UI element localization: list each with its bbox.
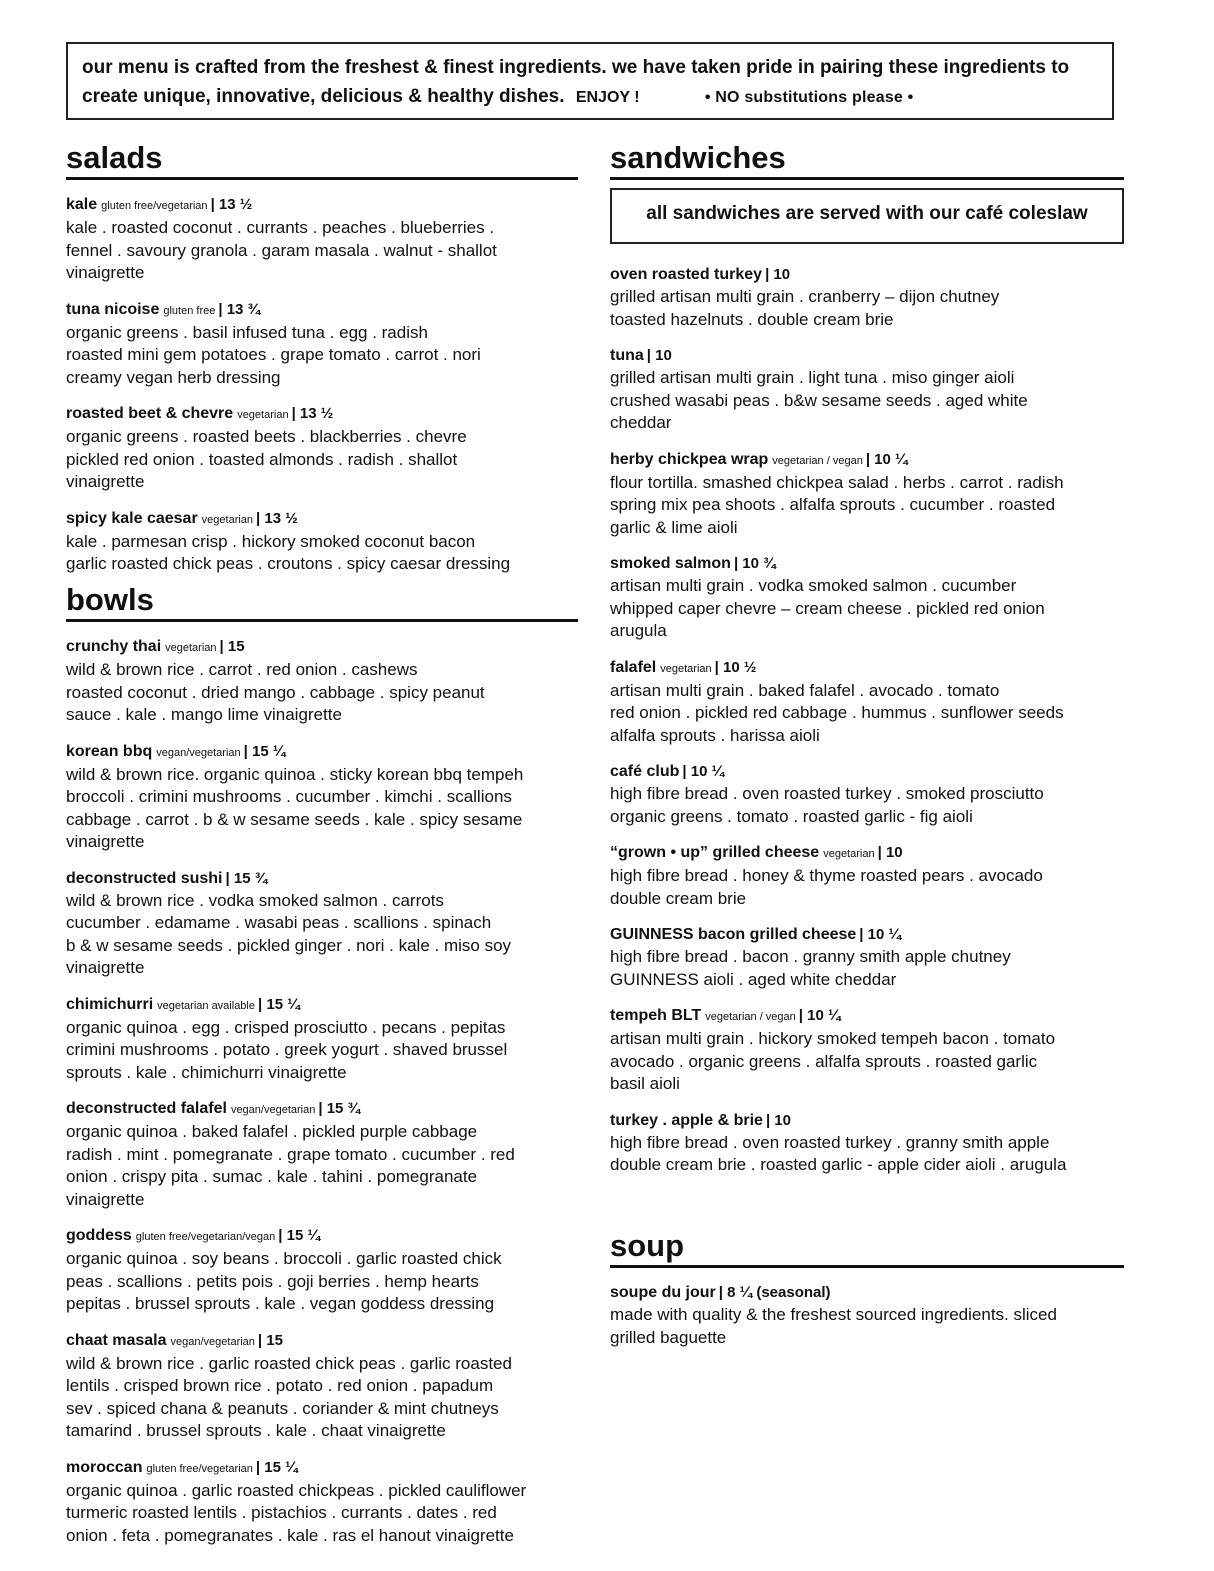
menu-item-name: crunchy thai — [66, 638, 162, 655]
menu-item — [66, 868, 578, 980]
soup-section — [610, 1228, 1124, 1363]
menu-item-header — [610, 761, 1124, 783]
description-line: GUINNESS aioli . aged white cheddar — [610, 969, 897, 989]
menu-item — [66, 194, 578, 285]
menu-item-name: deconstructed sushi — [66, 869, 223, 887]
menu-item-header — [610, 1282, 1124, 1304]
description-line: onion . feta . pomegranates . kale . ras el hanout vinaigrette — [66, 1525, 514, 1545]
description-line: pepitas . brussel sprouts . kale . vegan goddess dressing — [66, 1294, 495, 1313]
description-line: cabbage . carrot . b & w sesame seeds . kale . spicy sesame — [66, 809, 523, 829]
menu-item-description — [610, 946, 1124, 991]
menu-item-price: | 10 ¼ — [798, 1007, 841, 1024]
menu-item-header — [610, 657, 1124, 680]
menu-item-name: café club — [610, 763, 680, 780]
menu-item — [610, 345, 1124, 435]
menu-item — [66, 1098, 578, 1211]
menu-item-header — [610, 553, 1124, 575]
menu-item-header — [66, 299, 578, 322]
menu-item-description — [66, 217, 578, 285]
menu-item-price: | 15 — [219, 638, 245, 655]
description-line: tamarind . brussel sprouts . kale . chaat vinaigrette — [66, 1421, 446, 1440]
description-line: grilled baguette — [610, 1327, 727, 1347]
menu-item-price: | 10 ¼ — [859, 926, 902, 943]
menu-item-header — [610, 449, 1124, 472]
description-line: vinaigrette — [66, 472, 145, 491]
menu-item-name: korean bbq — [66, 742, 153, 760]
description-line: organic greens . basil infused tuna . egg . radish — [66, 322, 428, 342]
enjoy-text: ENJOY ! — [575, 89, 640, 106]
menu-item-description — [66, 1353, 578, 1443]
menu-item-price: | 15 ¼ — [278, 1227, 320, 1244]
description-line: spring mix pea shoots . alfalfa sprouts . cucumber . roasted — [610, 495, 1056, 514]
menu-item — [66, 636, 578, 727]
menu-item — [610, 1282, 1124, 1349]
description-line: crimini mushrooms . potato . greek yogurt . shaved brussel — [66, 1040, 508, 1059]
menu-item — [66, 508, 578, 576]
description-line: cheddar — [610, 413, 672, 432]
menu-item-header — [610, 924, 1124, 946]
description-line: vinaigrette — [66, 958, 145, 977]
menu-item-name: oven roasted turkey — [610, 266, 763, 283]
menu-item-name: kale — [66, 196, 98, 213]
menu-item-description — [66, 426, 578, 494]
description-line: arugula — [610, 621, 667, 640]
menu-item-price: | 15 ¼ — [258, 995, 300, 1013]
description-line: grilled artisan multi grain . light tuna . miso ginger aioli — [610, 368, 1015, 387]
menu-item-description — [66, 1017, 578, 1085]
menu-item-price: | 10 ¼ — [865, 450, 908, 468]
menu-item-header — [66, 868, 578, 890]
menu-item-description — [66, 764, 578, 854]
intro-line-1: our menu is crafted from the freshest & finest ingredients. we have taken pride in pairing these ingredients to — [82, 57, 1070, 78]
menu-item-price: | 10 ¾ — [733, 555, 776, 572]
dietary-tag: vegetarian — [201, 513, 254, 526]
menu-item-price: | 15 ¾ — [225, 869, 268, 887]
menu-item-description — [610, 575, 1124, 643]
menu-item-description — [610, 1132, 1124, 1177]
bowls-section — [66, 582, 578, 1561]
description-line: fennel . savoury granola . garam masala . walnut - shallot — [66, 240, 497, 260]
description-line: artisan multi grain . vodka smoked salmon . cucumber — [610, 576, 1017, 595]
salads-title: salads — [66, 140, 578, 180]
menu-item-price: | 13 ½ — [291, 405, 334, 422]
menu-item-description — [66, 890, 578, 980]
description-line: double cream brie . roasted garlic - apple cider aioli . arugula — [610, 1155, 1067, 1174]
bowls-items — [66, 636, 578, 1547]
description-line: kale . parmesan crisp . hickory smoked coconut bacon — [66, 531, 476, 551]
menu-item-price: | 13 ½ — [210, 196, 253, 213]
description-line: high fibre bread . oven roasted turkey . granny smith apple — [610, 1132, 1050, 1152]
description-line: grilled artisan multi grain . cranberry – dijon chutney — [610, 287, 1000, 306]
menu-item — [66, 994, 578, 1085]
menu-item-name: spicy kale caesar — [66, 509, 198, 527]
menu-item — [66, 1457, 578, 1548]
dietary-tag: gluten free/vegetarian/vegan — [135, 1231, 276, 1243]
menu-item-header — [610, 264, 1124, 286]
menu-item — [66, 1330, 578, 1443]
menu-item-name: turkey . apple & brie — [610, 1111, 763, 1129]
description-line: organic quinoa . egg . crisped prosciutto . pecans . pepitas — [66, 1017, 506, 1037]
description-line: alfalfa sprouts . harissa aioli — [610, 725, 820, 745]
menu-item-description — [66, 1121, 578, 1211]
menu-item-header — [66, 741, 578, 764]
dietary-tag: vegetarian — [823, 848, 875, 860]
menu-item-description — [610, 783, 1124, 828]
description-line: wild & brown rice . vodka smoked salmon . carrots — [66, 890, 444, 910]
menu-item — [66, 741, 578, 854]
menu-item-description — [610, 1028, 1124, 1096]
dietary-tag: vegan/vegetarian — [230, 1104, 316, 1116]
menu-item-header — [610, 1110, 1124, 1132]
description-line: peas . scallions . petits pois . goji berries . hemp hearts — [66, 1271, 479, 1291]
menu-item-header — [610, 1005, 1124, 1028]
menu-item-header — [66, 508, 578, 531]
description-line: sev . spiced chana & peanuts . coriander & mint chutneys — [66, 1398, 499, 1418]
menu-item — [610, 264, 1124, 331]
description-line: roasted mini gem potatoes . grape tomato . carrot . nori — [66, 345, 481, 364]
salads-items — [66, 194, 578, 576]
description-line: turmeric roasted lentils . pistachios . currants . dates . red — [66, 1503, 497, 1522]
sandwiches-items — [610, 264, 1124, 1177]
soup-title: soup — [610, 1228, 1124, 1268]
menu-item-header — [66, 403, 578, 426]
description-line: radish . mint . pomegranate . grape tomato . cucumber . red — [66, 1144, 515, 1164]
description-line: vinaigrette — [66, 832, 145, 851]
menu-item-header — [66, 1225, 578, 1248]
salads-section — [66, 140, 578, 576]
description-line: artisan multi grain . baked falafel . avocado . tomato — [610, 680, 1000, 700]
menu-item-header — [610, 842, 1124, 865]
menu-item-description — [66, 322, 578, 390]
menu-item-header — [66, 636, 578, 659]
menu-item-description — [610, 286, 1124, 331]
coleslaw-note: all sandwiches are served with our café coleslaw — [610, 188, 1124, 244]
menu-item-description — [610, 680, 1124, 748]
intro-line-2-text: create unique, innovative, delicious & healthy dishes. — [82, 86, 565, 107]
description-line: lentils . crisped brown rice . potato . red onion . papadum — [66, 1376, 494, 1395]
menu-item — [66, 1225, 578, 1316]
description-line: wild & brown rice. organic quinoa . sticky korean bbq tempeh — [66, 764, 524, 784]
menu-item — [66, 299, 578, 390]
description-line: cucumber . edamame . wasabi peas . scallions . spinach — [66, 913, 492, 932]
menu-item — [610, 449, 1124, 540]
description-line: avocado . organic greens . alfalfa sprouts . roasted garlic — [610, 1051, 1038, 1071]
menu-item-price: | 13 ¾ — [218, 300, 261, 318]
menu-item-name: falafel — [610, 658, 657, 676]
menu-item — [610, 924, 1124, 991]
description-line: high fibre bread . oven roasted turkey . smoked prosciutto — [610, 784, 1044, 803]
menu-item-price: | 15 ¼ — [255, 1458, 298, 1476]
description-line: basil aioli — [610, 1074, 680, 1093]
description-line: organic quinoa . garlic roasted chickpeas . pickled cauliflower — [66, 1480, 527, 1500]
menu-item-price: | 10 ½ — [714, 658, 757, 676]
description-line: roasted coconut . dried mango . cabbage . spicy peanut — [66, 682, 485, 702]
menu-item-price: | 13 ½ — [256, 509, 298, 527]
soup-items — [610, 1282, 1124, 1349]
menu-item-header — [66, 1330, 578, 1353]
menu-item-description — [66, 1480, 578, 1548]
menu-item-price: | 10 ¼ — [682, 763, 725, 780]
menu-item-name: goddess — [66, 1227, 132, 1244]
description-line: high fibre bread . honey & thyme roasted pears . avocado — [610, 866, 1043, 885]
description-line: kale . roasted coconut . currants . peaches . blueberries . — [66, 218, 495, 237]
menu-item-price: | 15 ¼ — [243, 742, 286, 760]
menu-item-description — [610, 865, 1124, 910]
menu-item-header — [66, 1457, 578, 1480]
dietary-tag: vegetarian / vegan — [705, 1011, 796, 1023]
menu-item-name: tuna — [610, 347, 644, 364]
description-line: sauce . kale . mango lime vinaigrette — [66, 705, 342, 724]
menu-item — [66, 403, 578, 494]
menu-item-price: | 10 — [765, 1111, 791, 1129]
dietary-tag: vegetarian — [660, 662, 712, 675]
dietary-tag: gluten free/vegetarian — [101, 200, 208, 212]
menu-item-price: | 10 — [765, 266, 791, 283]
sandwiches-title: sandwiches — [610, 140, 1124, 180]
description-line: vinaigrette — [66, 1189, 145, 1209]
menu-item — [610, 553, 1124, 643]
description-line: made with quality & the freshest sourced ingredients. sliced — [610, 1305, 1057, 1324]
description-line: sprouts . kale . chimichurri vinaigrette — [66, 1062, 347, 1082]
dietary-tag: gluten free/vegetarian — [146, 1462, 253, 1475]
menu-item-name: roasted beet & chevre — [66, 405, 234, 422]
menu-item-header — [610, 345, 1124, 367]
dietary-tag: vegan/vegetarian — [170, 1335, 255, 1348]
menu-item-name: smoked salmon — [610, 555, 731, 572]
menu-item — [610, 1110, 1124, 1177]
menu-item-name: “grown • up” grilled cheese — [610, 844, 820, 861]
description-line: organic greens . roasted beets . blackberries . chevre — [66, 427, 467, 446]
description-line: artisan multi grain . hickory smoked tempeh bacon . tomato — [610, 1029, 1056, 1048]
dietary-tag: vegetarian / vegan — [772, 454, 863, 467]
menu-item-description — [66, 659, 578, 727]
menu-item-name: tempeh BLT — [610, 1007, 702, 1024]
menu-item-header — [66, 994, 578, 1017]
bowls-title: bowls — [66, 582, 578, 622]
dietary-tag: vegetarian — [165, 642, 217, 654]
description-line: crushed wasabi peas . b&w sesame seeds . aged white — [610, 390, 1028, 410]
menu-item-name: deconstructed falafel — [66, 1100, 227, 1117]
menu-item-description — [610, 367, 1124, 435]
menu-item — [610, 1005, 1124, 1096]
intro-line-2 — [82, 82, 1098, 112]
intro-notice — [66, 42, 1114, 120]
menu-item-description — [66, 531, 578, 576]
description-line: double cream brie — [610, 888, 747, 908]
dietary-tag: vegetarian — [237, 409, 289, 421]
description-line: organic quinoa . baked falafel . pickled purple cabbage — [66, 1122, 478, 1141]
menu-item-name: GUINNESS bacon grilled cheese — [610, 926, 857, 943]
menu-item-description — [610, 1304, 1124, 1349]
description-line: vinaigrette — [66, 263, 145, 282]
no-substitutions-notice: • NO substitutions please • — [704, 89, 914, 106]
menu-item-header — [66, 194, 578, 217]
menu-item-price: | 15 ¾ — [318, 1100, 361, 1117]
menu-item-name: chimichurri — [66, 995, 154, 1013]
menu-item-name: moroccan — [66, 1458, 143, 1476]
menu-item-name: herby chickpea wrap — [610, 450, 769, 468]
menu-item — [610, 657, 1124, 748]
description-line: onion . crispy pita . sumac . kale . tahini . pomegranate — [66, 1167, 478, 1186]
description-line: red onion . pickled red cabbage . hummus . sunflower seeds — [610, 703, 1064, 722]
menu-item-price: | 8 ¼ (seasonal) — [718, 1284, 831, 1301]
menu-item-name: chaat masala — [66, 1331, 167, 1349]
description-line: wild & brown rice . carrot . red onion . cashews — [66, 660, 418, 679]
menu-item-description — [610, 472, 1124, 540]
description-line: garlic & lime aioli — [610, 517, 738, 537]
description-line: organic greens . tomato . roasted garlic - fig aioli — [610, 806, 973, 826]
description-line: broccoli . crimini mushrooms . cucumber . kimchi . scallions — [66, 787, 512, 806]
menu-item-name: soupe du jour — [610, 1284, 716, 1301]
menu-item-header — [66, 1098, 578, 1121]
description-line: whipped caper chevre – cream cheese . pickled red onion — [610, 598, 1045, 618]
menu-item-price: | 15 — [257, 1331, 283, 1349]
description-line: b & w sesame seeds . pickled ginger . nori . kale . miso soy — [66, 935, 512, 955]
menu-item-price: | 10 — [877, 844, 903, 861]
menu-item-price: | 10 — [646, 347, 672, 364]
description-line: creamy vegan herb dressing — [66, 367, 281, 387]
description-line: organic quinoa . soy beans . broccoli . garlic roasted chick — [66, 1249, 502, 1268]
dietary-tag: vegetarian available — [157, 999, 255, 1012]
menu-item-description — [66, 1248, 578, 1316]
description-line: wild & brown rice . garlic roasted chick peas . garlic roasted — [66, 1353, 512, 1373]
dietary-tag: vegan/vegetarian — [156, 746, 241, 759]
sandwiches-section — [610, 140, 1124, 1191]
menu-item — [610, 761, 1124, 828]
description-line: toasted hazelnuts . double cream brie — [610, 309, 894, 329]
menu-item — [610, 842, 1124, 910]
description-line: high fibre bread . bacon . granny smith apple chutney — [610, 947, 1011, 966]
dietary-tag: gluten free — [163, 304, 216, 317]
description-line: pickled red onion . toasted almonds . radish . shallot — [66, 449, 458, 469]
menu-item-name: tuna nicoise — [66, 300, 160, 318]
description-line: flour tortilla. smashed chickpea salad . herbs . carrot . radish — [610, 472, 1064, 492]
description-line: garlic roasted chick peas . croutons . spicy caesar dressing — [66, 554, 511, 573]
